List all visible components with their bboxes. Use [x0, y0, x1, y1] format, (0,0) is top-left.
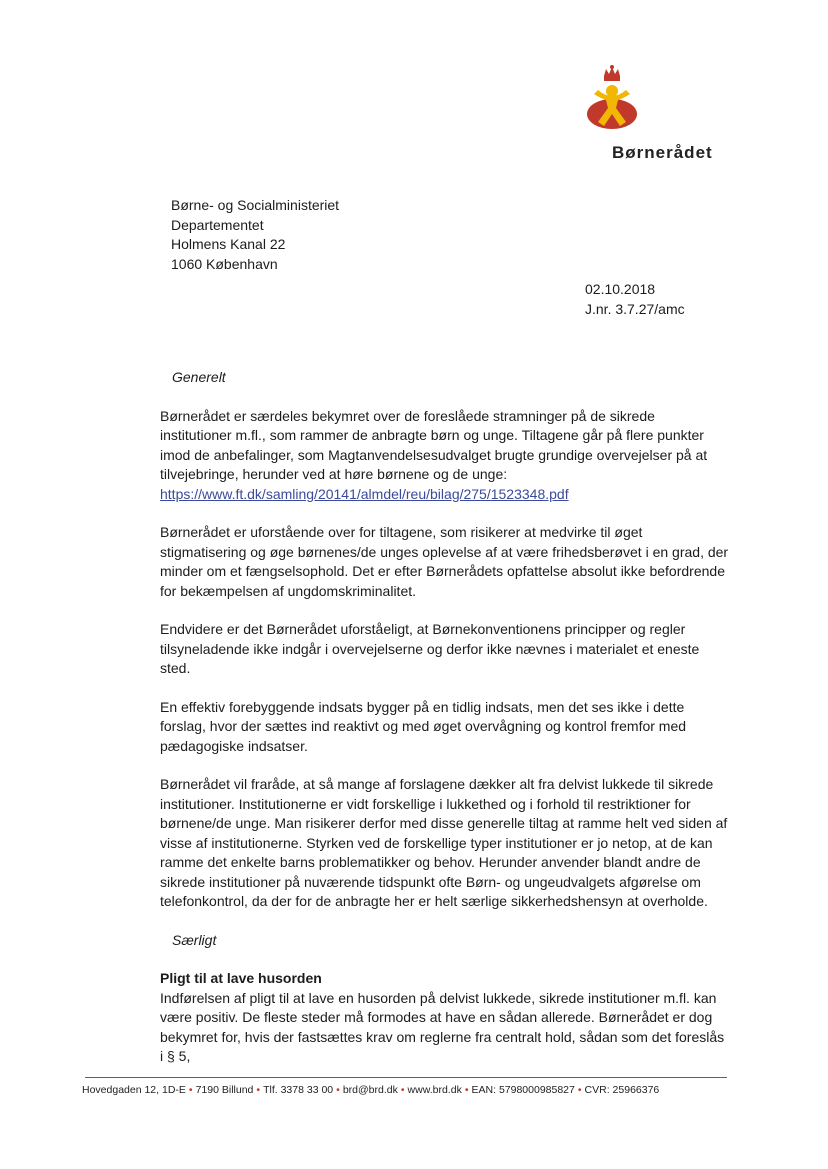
footer-web[interactable]: www.brd.dk [407, 1084, 462, 1096]
footer-cvr: CVR: 25966376 [584, 1084, 660, 1096]
paragraph-5: Børnerådet vil fraråde, at så mange af forslagene dækker alt fra delvist lukkede til sikrede institutioner. Institutionerne er vidt forskellige i lukkethed og i forhold til restriktioner for børnene/de unge. Man risikerer derfor med disse generelle tiltag at ramme helt ved siden af visse af institutionerne. Styrken ved de forskellige typer institutioner er jo netop, at de kan ramme det enkelte barns problematikker og behov. Herunder anvender blandt andre de sikrede institutioner på nuværende tidspunkt ofte Børn- og ungeudvalgets afgørelse om telefonkontrol, da der for de anbragte her er helt særlige sikkerhedshensyn at overholde. [160, 776, 728, 909]
letter-body [160, 368, 730, 1086]
subheading-house-rules: Pligt til at lave husorden [160, 970, 322, 986]
bornraadet-logo [584, 64, 640, 134]
bullet-icon: • [400, 1084, 405, 1096]
letter-meta [585, 279, 685, 319]
footer-divider [85, 1077, 727, 1078]
bullet-icon: • [188, 1084, 193, 1096]
footer-contact [82, 1084, 659, 1096]
footer-email[interactable]: brd@brd.dk [342, 1084, 398, 1096]
recipient-line: 1060 København [171, 255, 278, 272]
footer-address: Hovedgaden 12, 1D-E [82, 1084, 186, 1096]
paragraph-6: Indførelsen af pligt til at lave en husorden på delvist lukkede, sikrede institutioner m.fl. kan være positiv. De fleste steder må formodes at have en sådan allerede. Børnerådet er dog bekymret for, hvis der fastsættes krav om reglerne fra centralt hold, sådan som det foreslås i § 5, [160, 989, 725, 1064]
section-heading-special: Særligt [172, 931, 217, 948]
footer-phone: Tlf. 3378 33 00 [263, 1084, 334, 1096]
footer-ean: EAN: 5798000985827 [471, 1084, 575, 1096]
recipient-address [171, 196, 339, 274]
bullet-icon: • [256, 1084, 261, 1096]
recipient-line: Departementet [171, 216, 264, 233]
paragraph-4: En effektiv forebyggende indsats bygger på en tidlig indsats, men det ses ikke i dette forslag, hvor der sættes ind reaktivt og med øget overvågning og kontrol fremfor med pædagogiske indsatser. [160, 698, 687, 754]
brand-name: Børnerådet [612, 143, 713, 162]
reference-link[interactable]: https://www.ft.dk/samling/20141/almdel/reu/bilag/275/1523348.pdf [160, 485, 569, 502]
bullet-icon: • [577, 1084, 582, 1096]
footer-city: 7190 Billund [195, 1084, 254, 1096]
paragraph-1 [160, 407, 730, 505]
letter-date: 02.10.2018 [585, 281, 656, 297]
journal-number: J.nr. 3.7.27/amc [585, 301, 685, 317]
recipient-line: Holmens Kanal 22 [171, 236, 286, 252]
crown-icon [604, 65, 620, 81]
bullet-icon: • [464, 1084, 469, 1096]
bullet-icon: • [336, 1084, 340, 1096]
recipient-line: Børne- og Socialministeriet [171, 197, 340, 213]
paragraph-1-text: Børnerådet er særdeles bekymret over de foreslåede stramninger på de sikrede institutioner m.fl., som rammer de anbragte børn og unge. Tiltagene går på flere punkter imod de anbefalinger, som Magtanvendelsesudvalget brugte grundige overvejelser på at tilvejebringe, herunder ved at høre børnene og de unge: [160, 407, 708, 482]
paragraph-2: Børnerådet er uforstående over for tiltagene, som risikerer at medvirke til øget stigmatisering og øge børnenes/de unges oplevelse af at være frihedsberøvet i en grad, der minder om et fængselsophold. Det er efter Børnerådets opfattelse absolut ikke befordrende for bekæmpelsen af ungdomskriminalitet. [160, 524, 729, 599]
section-heading-general: Generelt [172, 369, 226, 385]
paragraph-3: Endvidere er det Børnerådet uforståeligt, at Børnekonventionens principper og regler tilsyneladende ikke indgår i overvejelserne og derfor ikke nævnes i materialet et eneste sted. [160, 621, 700, 676]
